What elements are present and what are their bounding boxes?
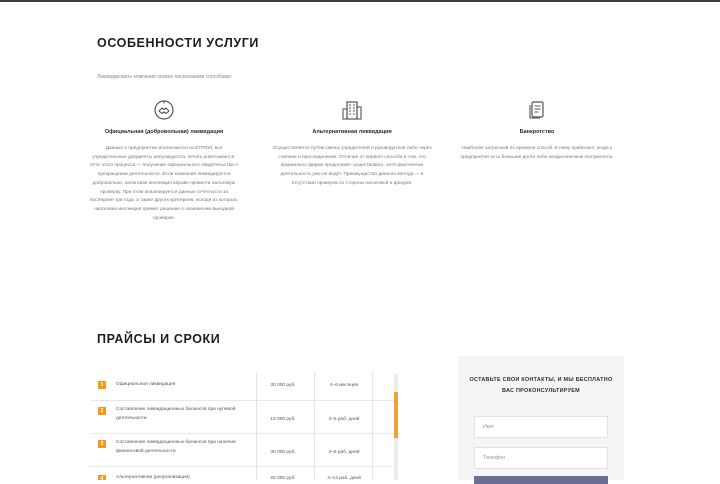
row-number-badge: 3 [98, 440, 106, 448]
document-stack-icon [525, 98, 549, 122]
feature-text: Наиболее затратный по времени способ. К нему прибегают, когда у предприятия есть большие долги либо неоднозначные контрагенты. [460, 146, 614, 160]
row-service: Альтернативная (реорганизация) [116, 475, 190, 480]
feature-bankruptcy [458, 98, 616, 162]
row-term: 3–5 раб. дней [328, 450, 360, 455]
prices-section-title: ПРАЙСЫ И СРОКИ [97, 332, 221, 346]
table-row [90, 467, 394, 480]
row-number-badge: 1 [98, 381, 106, 389]
table-row [90, 434, 394, 467]
scrollbar-thumb[interactable] [394, 392, 398, 438]
feature-title: Альтернативная ликвидация [312, 129, 392, 135]
row-term: 4–6 месяцев [329, 383, 359, 388]
features-section-title: ОСОБЕННОСТИ УСЛУГИ [97, 36, 259, 50]
table-row [90, 401, 394, 434]
feature-title: Банкротство [519, 129, 555, 135]
top-divider [0, 0, 720, 2]
name-input[interactable] [474, 416, 608, 438]
row-number-badge: 2 [98, 407, 106, 415]
feature-title: Официальная (добровольная) ликвидация [104, 129, 224, 135]
row-price: 30 000 руб. [270, 450, 296, 455]
row-term: 3–5 раб. дней [328, 417, 360, 422]
feature-text: Данные о предприятии исключаются из ЕГРЮЛ, все учредительные документы аннулируются, печать уничтожается. Итог этого процесса — получение официального свидетельства о прекращении деятельности. Если компания ликвидируется добровольно, налоговая инспекция вправе провести налоговую проверку. При этом анализируется данные отчётности за последние три года, а также других критериев, исходя из которых, налоговая инспекция примет решение о назначении выездной проверки. [89, 146, 239, 221]
submit-button[interactable] [474, 476, 608, 484]
row-price: 30 000 руб. [270, 383, 296, 388]
features-subtitle: Ликвидировать компанию можно несколькими способами: [97, 74, 233, 80]
handshake-badge-icon [152, 98, 176, 122]
row-service: Составление ликвидационных балансов при наличии финансовой деятельности [116, 440, 236, 454]
feature-alternative-liquidation [268, 98, 436, 189]
row-price: 25 000 руб. [270, 476, 296, 480]
row-service: Официальная ликвидация [116, 382, 176, 387]
feature-official-liquidation [88, 98, 240, 223]
building-icon [340, 98, 364, 122]
feature-text: Осуществляется путём смены учредителей и руководителя либо через слияние и присоединение. Отличие от первого способа в том, что формально фирма продолжает существовать, хотя фактически деятельность уже не ведёт. Преимущество данного метода — в отсутствии проверок со стороны налоговой и фондов. [272, 146, 432, 186]
row-service: Составление ликвидационных балансов при нулевой деятельности [116, 407, 236, 421]
row-term: 4–12 раб. дней [327, 476, 361, 480]
row-number-badge: 4 [98, 475, 106, 480]
table-scrollbar[interactable] [394, 374, 398, 480]
row-price: 15 000 руб. [270, 417, 296, 422]
contact-form-title: ОСТАВЬТЕ СВОИ КОНТАКТЫ, И МЫ БЕСПЛАТНО ВАС ПРОКОНСУЛЬТИРУЕМ [469, 377, 613, 394]
phone-input[interactable] [474, 447, 608, 469]
price-table [90, 372, 398, 480]
contact-form [458, 356, 624, 480]
table-row [90, 372, 394, 401]
